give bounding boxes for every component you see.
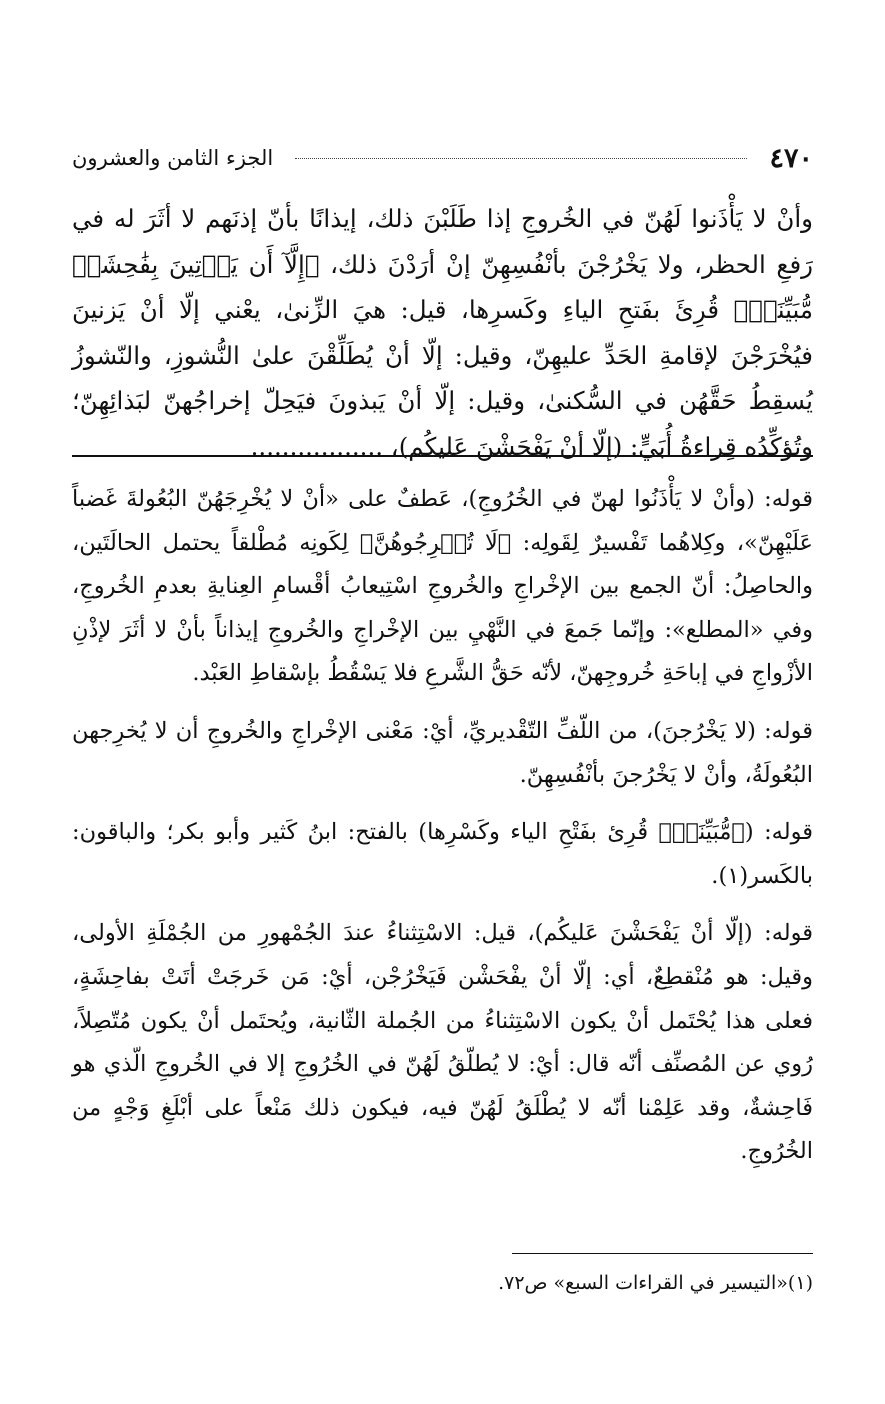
footnote-separator xyxy=(512,1253,813,1254)
page-header xyxy=(72,138,813,178)
running-title: الجزء الثامن والعشرون xyxy=(72,146,274,170)
page-number: ٤٧٠ xyxy=(769,142,813,174)
header-dotted-rule xyxy=(295,158,747,159)
footnote: (١)«التيسير في القراءات السبع» ص٧٢. xyxy=(498,1272,813,1294)
commentary-paragraph: قوله: (إلّا أنْ يَفْحَشْنَ عَليكُم)، قيل: الاسْتِثناءُ عندَ الجُمْهورِ من الجُمْلَةِ الأولى، وقيل: هو مُنْقطِعٌ، أي: إلّا أنْ يفْحَشْن فَيَخْرُجْن، أيْ: مَن خَرجَتْ أتَتْ بفاحِشَةٍ، فعلى هذا يُحْتَمل أنْ يكون الاسْتِثناءُ من الجُملة الثّانية، ويُحتَمل أنْ يكون مُتّصِلاً، رُوي عن المُصنِّف أنّه قال: أيْ: لا يُطلّقُ لَهُنّ في الخُرُوجِ إلا في الخُروجِ الّذي هو فَاحِشةٌ، وقد عَلِمْنا أنّه لا يُطْلَقُ لَهُنّ فيه، فيكون ذلك مَنْعاً على أبْلَغِ وَجْهٍ من الخُرُوجِ. xyxy=(72,920,813,1165)
main-text-separator xyxy=(72,455,813,457)
main-text-block: وأنْ لا يَأْذَنوا لَهُنّ في الخُروجِ إذا طَلَبْنَ ذلك، إيذانًا بأنّ إذنَهم لا أثَرَ له في رَفعِ الحظر، ولا يَخْرُجْنَ بأنْفُسِهِنّ إنْ أرَدْنَ ذلك، ﴿إِلَّآ أَن يَأۡتِينَ بِفَٰحِشَةٖ مُّبَيِّنَةٖ﴾ قُرِئَ بفَتحِ الياءِ وكَسرِها، قيل: هيَ الزِّنىٰ، يعْني إلّا أنْ يَزنينَ فيُخْرَجْنَ لإقامةِ الحَدِّ عليهِنّ، وقيل: إلّا أنْ يُطَلِّقْنَ علىٰ النُّشوزِ، والنّشوزُ يُسقِطُ حَقَّهُن في السُّكنىٰ، وقيل: إلّا أنْ يَبذونَ فيَحِلّ إخراجُهنّ لبَذائِهِنّ؛ وتُؤكِّدُه قِراءةُ أُبَيٍّ: (إلّا أنْ يَفْحَشْنَ عَليكُم)، ................. xyxy=(72,204,813,461)
commentary-paragraph: قوله: (﴿مُّبَيِّنَةٖ﴾ قُرِئ بفَتْحِ الياء وكَسْرِها) بالفتح: ابنُ كَثير وأبو بكر؛ والباقون: بالكَسر(١). xyxy=(72,819,813,889)
commentary-paragraph: قوله: (لا يَخْرُجنَ)، من اللّفِّ التّقْديريِّ، أيْ: مَعْنى الإخْراجِ والخُروجِ أن لا يُخرِجهن البُعُولَةُ، وأنْ لا يَخْرُجنَ بأنْفُسِهِنّ. xyxy=(72,717,813,788)
commentary-block xyxy=(72,478,813,1188)
commentary-paragraph: قوله: (وأنْ لا يَأْذَنُوا لهنّ في الخُرُوجِ)، عَطفٌ على «أنْ لا يُخْرِجَهُنّ البُعُولةَ غَضباً عَلَيْهِنّ»، وكِلاهُما تَفْسيرٌ لِقَولِه: ﴿لَا تُخۡرِجُوهُنَّ﴾ لِكَونِه مُطْلقاً يحتمل الحالَتَين، والحاصِلُ: أنّ الجمع بين الإخْراجِ والخُروجِ اسْتِيعابُ أقْسامِ العِنايةِ بعدمِ الخُروجِ، وفي «المطلع»: وإنّما جَمعَ في النَّهْيِ بين الإخْراجِ والخُروجِ إيذاناً بأنْ لا أثَرَ لإذْنِ الأزْواجِ في إباحَةِ خُروجِهنّ، لأنّه حَقُّ الشَّرعِ فلا يَسْقُطُ بإسْقاطِ العَبْد. xyxy=(72,486,813,687)
